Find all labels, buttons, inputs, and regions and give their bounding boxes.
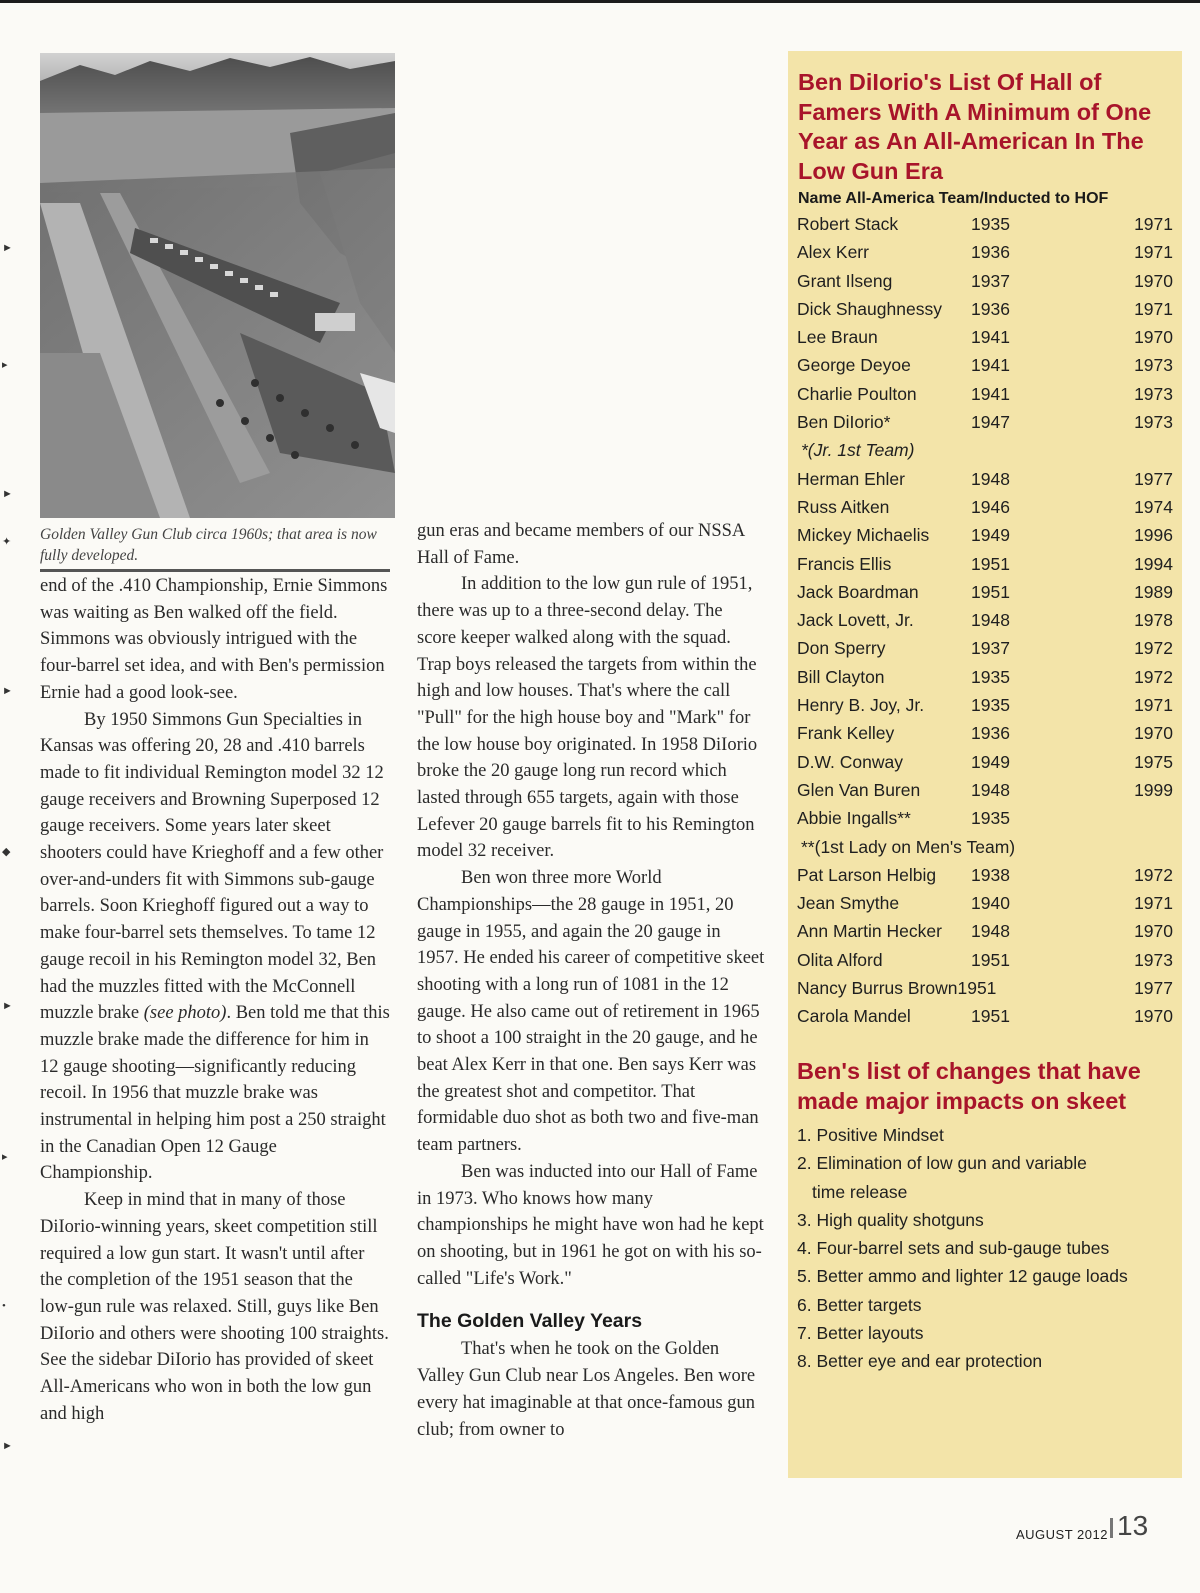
table-row	[797, 469, 1173, 497]
paragraph	[40, 707, 390, 1188]
row-name: Jack Lovett, Jr.	[797, 610, 914, 631]
table-row	[797, 978, 1173, 1006]
row-inducted-year: 1972	[1134, 666, 1173, 687]
row-inducted-year: 1971	[1134, 695, 1173, 716]
row-team-year: 1936	[971, 723, 1010, 744]
table-row	[797, 752, 1173, 780]
row-name: Francis Ellis	[797, 553, 892, 574]
list-item	[797, 1121, 1177, 1149]
row-inducted-year: 1971	[1134, 893, 1173, 914]
list-item-text: 3. High quality shotguns	[797, 1209, 984, 1230]
row-name: Abbie Ingalls**	[797, 808, 911, 829]
row-inducted-year: 1994	[1134, 553, 1173, 574]
paragraph: end of the .410 Championship, Ernie Simmons was waiting as Ben walked off the field. Simmons was obviously intrigued with the four-barrel set idea, and with Ben's permission Ernie had a good look-see.	[40, 576, 388, 703]
paragraph: Ben was inducted into our Hall of Fame in 1973. Who knows how many championships he might have won had he kept on shooting, but in 1961 he got on with his so-called "Life's Work."	[417, 1161, 764, 1289]
row-inducted-year: 1971	[1134, 298, 1173, 319]
row-name: Mickey Michaelis	[797, 525, 930, 546]
row-team-year: 1940	[971, 893, 1010, 914]
folio-divider	[1110, 1518, 1113, 1538]
row-name: Jack Boardman	[797, 581, 919, 602]
row-name: Henry B. Joy, Jr.	[797, 695, 925, 716]
list-item	[797, 1319, 1177, 1347]
row-team-year: 1948	[971, 468, 1010, 489]
list-item-continuation: time release	[812, 1181, 908, 1202]
row-inducted-year: 1972	[1134, 638, 1173, 659]
table-row	[797, 667, 1173, 695]
folio-date: AUGUST 2012	[1016, 1527, 1108, 1542]
row-team-year: 1948	[971, 921, 1010, 942]
row-name: Don Sperry	[797, 638, 886, 659]
changes-list	[797, 1121, 1177, 1376]
row-team-year: 1937	[971, 270, 1010, 291]
article-column-2	[417, 518, 765, 1443]
row-name: Olita Alford	[797, 949, 883, 970]
row-name: Pat Larson Helbig	[797, 864, 937, 885]
list-item	[797, 1149, 1177, 1206]
sidebar-title: Ben DiIorio's List Of Hall of Famers With A Minimum of One Year as An All-American In The Low Gun Era	[798, 69, 1152, 184]
hall-of-fame-table	[797, 214, 1173, 1035]
row-inducted-year: 1973	[1134, 949, 1173, 970]
table-row	[797, 921, 1173, 949]
row-inducted-year: 1973	[1134, 383, 1173, 404]
row-inducted-year: 1996	[1134, 525, 1173, 546]
table-footnote: **(1st Lady on Men's Team)	[801, 836, 1016, 857]
row-name: Dick Shaughnessy	[797, 298, 942, 319]
row-team-year: 1948	[971, 610, 1010, 631]
paragraph: Keep in mind that in many of those DiIorio-winning years, skeet competition still required a low gun start. It wasn't until after the completion of the 1951 season that the low-gun rule was relaxed. Still, guys like Ben DiIorio and others were shooting 100 straights. See the sidebar DiIorio has provided of skeet All-Americans who won in both the low gun and high	[40, 1190, 389, 1424]
row-team-year: 1951	[971, 581, 1010, 602]
list-item-text: 1. Positive Mindset	[797, 1125, 944, 1145]
list-item-text: 6. Better targets	[797, 1294, 922, 1315]
row-inducted-year: 1999	[1134, 779, 1173, 800]
list-item-text: 5. Better ammo and lighter 12 gauge loads	[797, 1266, 1128, 1287]
table-row	[797, 384, 1173, 412]
table-row	[797, 327, 1173, 355]
table-row	[797, 497, 1173, 525]
photo-caption: Golden Valley Gun Club circa 1960s; that area is now fully developed.	[40, 526, 377, 564]
paragraph: Ben won three more World Championships—the 28 gauge in 1951, 20 gauge in 1955, and again the 20 gauge in 1957. He ended his career of competitive skeet shooting with a long run of 1081 in the 12 gauge. He also came out of retirement in 1965 to shoot a 100 straight in the 20 gauge, and he beat Alex Kerr in that one. Ben says Kerr was the greatest shot and competitor. That formidable duo shot as both two and five-man team partners.	[417, 868, 765, 1156]
row-inducted-year: 1970	[1134, 327, 1173, 348]
top-rule	[0, 0, 1200, 3]
list-item	[797, 1291, 1177, 1319]
table-row	[797, 837, 1173, 865]
row-name: Grant Ilseng	[797, 270, 893, 291]
row-name: Robert Stack	[797, 214, 899, 234]
row-team-year: 1949	[971, 525, 1010, 546]
paragraph: That's when he took on the Golden Valley Gun Club near Los Angeles. Ben wore every hat imaginable at that once-famous gun club; from owner to	[417, 1339, 756, 1440]
table-row	[797, 638, 1173, 666]
table-row	[797, 1006, 1173, 1034]
sidebar	[788, 51, 1182, 1478]
row-team-year: 1948	[971, 779, 1010, 800]
row-name: George Deyoe	[797, 355, 911, 376]
row-inducted-year: 1973	[1134, 412, 1173, 433]
table-row	[797, 440, 1173, 468]
table-row	[797, 610, 1173, 638]
row-name: Glen Van Buren	[797, 779, 921, 800]
row-team-year: 1951	[971, 553, 1010, 574]
row-inducted-year: 1977	[1134, 978, 1173, 999]
table-header: Name All-America Team/Inducted to HOF	[798, 190, 1109, 207]
table-row	[797, 723, 1173, 751]
page-number: 13	[1117, 1510, 1149, 1541]
list-item	[797, 1262, 1177, 1290]
table-row	[797, 355, 1173, 383]
row-team-year: 1935	[971, 214, 1010, 234]
row-inducted-year: 1974	[1134, 496, 1173, 517]
table-row	[797, 554, 1173, 582]
row-name: Bill Clayton	[797, 666, 885, 687]
row-team-year: 1938	[971, 864, 1010, 885]
changes-title: Ben's list of changes that have made major impacts on skeet	[797, 1058, 1141, 1114]
row-inducted-year: 1977	[1134, 468, 1173, 489]
row-name: Charlie Poulton	[797, 383, 917, 404]
table-row	[797, 950, 1173, 978]
list-item	[797, 1234, 1177, 1262]
row-inducted-year: 1970	[1134, 723, 1173, 744]
table-row	[797, 214, 1173, 242]
table-row	[797, 412, 1173, 440]
row-name: D.W. Conway	[797, 751, 903, 772]
row-team-year: 1941	[971, 355, 1010, 376]
row-team-year: 1951	[971, 949, 1010, 970]
row-name: Jean Smythe	[797, 893, 900, 914]
section-subhead: The Golden Valley Years	[417, 1310, 643, 1333]
row-team-year: 1935	[971, 695, 1010, 716]
table-row	[797, 271, 1173, 299]
row-team-year: 1935	[971, 808, 1010, 829]
row-team-year: 1936	[971, 242, 1010, 263]
row-inducted-year: 1971	[1134, 242, 1173, 263]
row-inducted-year: 1989	[1134, 581, 1173, 602]
row-name: Herman Ehler	[797, 468, 905, 489]
list-item-text: 2. Elimination of low gun and variable	[797, 1153, 1087, 1174]
table-row	[797, 299, 1173, 327]
row-team-year: 1935	[971, 666, 1010, 687]
row-team-year: 1937	[971, 638, 1010, 659]
row-name: Nancy Burrus Brown1951	[797, 978, 997, 999]
row-inducted-year: 1971	[1134, 214, 1173, 234]
photo-reference: (see photo)	[143, 1003, 227, 1024]
row-inducted-year: 1978	[1134, 610, 1173, 631]
table-row	[797, 865, 1173, 893]
row-team-year: 1951	[971, 1006, 1010, 1027]
paragraph-text: . Ben told me that this muzzle brake made the difference for him in 12 gauge shooting—significantly reducing recoil. In 1956 that muzzle brake was instrumental in helping him post a 250 straight in the Canadian Open 12 Gauge Championship.	[40, 1003, 390, 1184]
row-inducted-year: 1973	[1134, 355, 1173, 376]
row-inducted-year: 1970	[1134, 270, 1173, 291]
table-row	[797, 582, 1173, 610]
row-name: Russ Aitken	[797, 496, 890, 517]
row-team-year: 1936	[971, 298, 1010, 319]
row-inducted-year: 1972	[1134, 864, 1173, 885]
row-team-year: 1947	[971, 412, 1010, 433]
list-item-text: 4. Four-barrel sets and sub-gauge tubes	[797, 1238, 1110, 1259]
caption-rule	[40, 569, 390, 572]
row-name: Carola Mandel	[797, 1006, 911, 1027]
row-inducted-year: 1970	[1134, 921, 1173, 942]
row-team-year: 1949	[971, 751, 1010, 772]
list-item-text: 7. Better layouts	[797, 1323, 924, 1344]
row-inducted-year: 1975	[1134, 751, 1173, 772]
article-column-1	[40, 573, 390, 1428]
row-name: Frank Kelley	[797, 723, 895, 744]
binding-marks: ► ▸ ► ✦ ► ◆ ► ▸ • ►	[2, 242, 13, 1452]
paragraph: gun eras and became members of our NSSA Hall of Fame.	[417, 521, 745, 568]
table-footnote: *(Jr. 1st Team)	[801, 440, 915, 461]
table-row	[797, 780, 1173, 808]
row-inducted-year: 1970	[1134, 1006, 1173, 1027]
row-team-year: 1946	[971, 496, 1010, 517]
golden-valley-aerial-photo	[40, 53, 395, 518]
list-item	[797, 1206, 1177, 1234]
row-name: Ben DiIorio*	[797, 412, 891, 433]
table-row	[797, 242, 1173, 270]
row-name: Ann Martin Hecker	[797, 921, 942, 942]
list-item-text: 8. Better eye and ear protection	[797, 1351, 1043, 1372]
table-row	[797, 808, 1173, 836]
row-team-year: 1941	[971, 383, 1010, 404]
list-item	[797, 1347, 1177, 1375]
row-name: Lee Braun	[797, 327, 878, 348]
table-row	[797, 695, 1173, 723]
paragraph: In addition to the low gun rule of 1951, there was up to a three-second delay. The score keeper walked along with the squad. Trap boys released the targets from within the high and low houses. That's where the call "Pull" for the high house boy and "Mark" for the low house boy originated. In 1958 DiIorio broke the 20 gauge long run record which lasted through 655 targets, again with those Lefever 20 gauge barrels fit to his Remington model 32 receiver.	[417, 574, 758, 862]
row-team-year: 1941	[971, 327, 1010, 348]
table-row	[797, 893, 1173, 921]
row-name: Alex Kerr	[797, 242, 869, 263]
table-row	[797, 525, 1173, 553]
paragraph-text: By 1950 Simmons Gun Specialties in Kansas was offering 20, 28 and .410 barrels made to fit individual Remington model 32 12 gauge receivers and Browning Superposed 12 gauge receivers. Some years later skeet shooters could have Krieghoff and a few other over-and-unders fit with Simmons sub-gauge barrels. Soon Krieghoff figured out a way to make four-barrel sets themselves. To tame 12 gauge recoil in his Remington model 32, Ben had the muzzles fitted with the McConnell muzzle brake	[40, 709, 384, 1024]
